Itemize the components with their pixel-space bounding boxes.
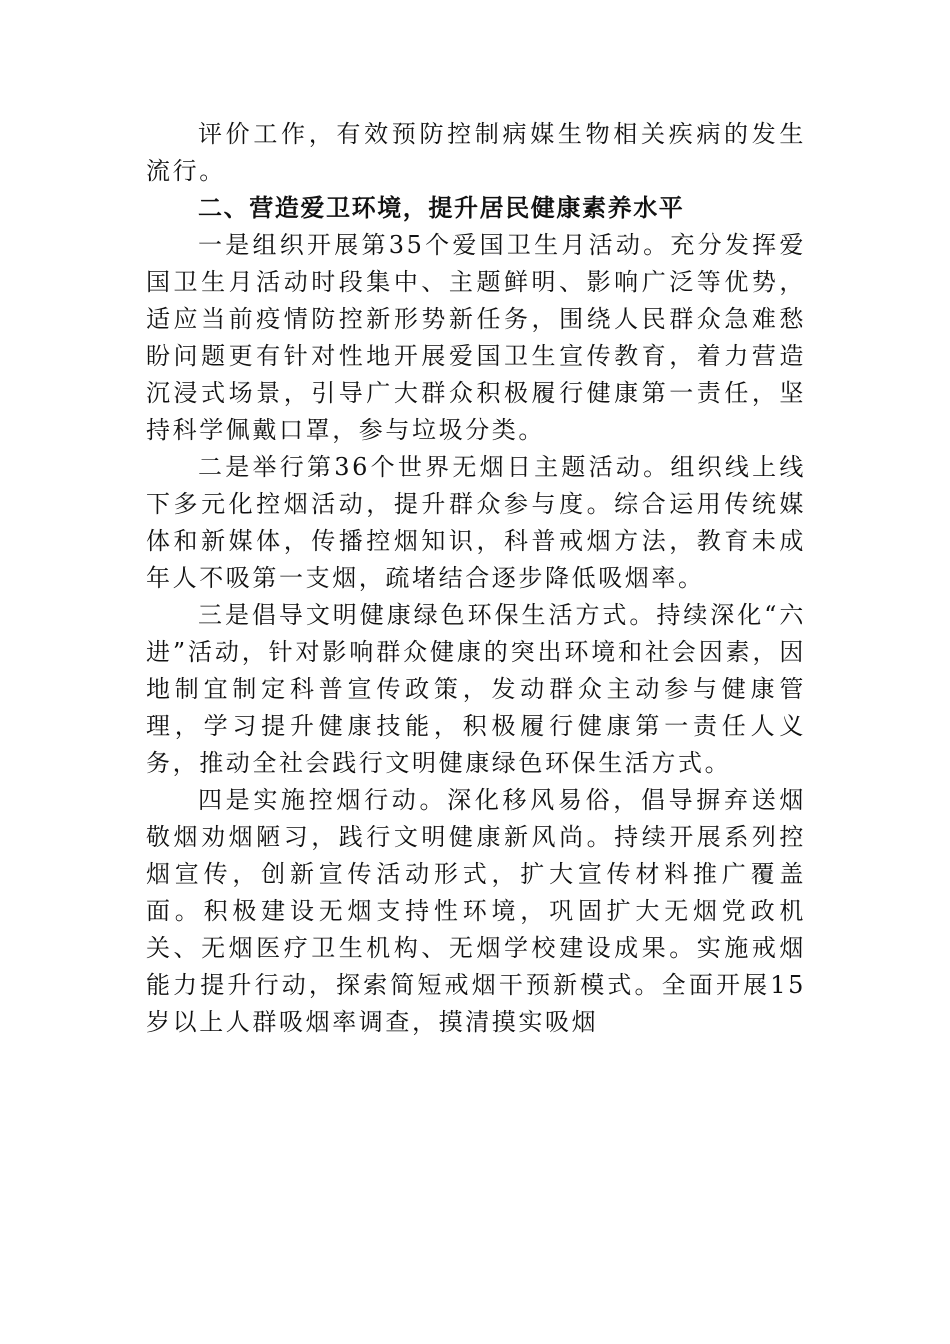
paragraph-no-tobacco-day: 二是举行第36个世界无烟日主题活动。组织线上线下多元化控烟活动，提升群众参与度。综合运用传统媒体和新媒体，传播控烟知识，科普戒烟方法，教育未成年人不吸第一支烟，疏堵结合逐步降低吸烟率。	[146, 453, 806, 592]
paragraph-health-month: 一是组织开展第35个爱国卫生月活动。充分发挥爱国卫生月活动时段集中、主题鲜明、影响广泛等优势，适应当前疫情防控新形势新任务，围绕人民群众急难愁盼问题更有针对性地开展爱国卫生宣传教育，着力营造沉浸式场景，引导广大群众积极履行健康第一责任，坚持科学佩戴口罩，参与垃圾分类。	[146, 231, 806, 444]
paragraph-lifestyle: 三是倡导文明健康绿色环保生活方式。持续深化“六进”活动，针对影响群众健康的突出环境和社会因素，因地制宜制定科普宣传政策，发动群众主动参与健康管理，学习提升健康技能，积极履行健康第一责任人义务，推动全社会践行文明健康绿色环保生活方式。	[146, 601, 806, 777]
section-heading: 二、营造爱卫环境，提升居民健康素养水平	[198, 194, 685, 222]
paragraph-evaluation: 评价工作，有效预防控制病媒生物相关疾病的发生流行。	[146, 120, 806, 185]
document-body	[146, 116, 806, 1041]
paragraph-tobacco-control: 四是实施控烟行动。深化移风易俗，倡导摒弃送烟敬烟劝烟陋习，践行文明健康新风尚。持续开展系列控烟宣传，创新宣传活动形式，扩大宣传材料推广覆盖面。积极建设无烟支持性环境，巩固扩大无烟党政机关、无烟医疗卫生机构、无烟学校建设成果。实施戒烟能力提升行动，探索简短戒烟干预新模式。全面开展15岁以上人群吸烟率调查，摸清摸实吸烟	[146, 786, 806, 1036]
